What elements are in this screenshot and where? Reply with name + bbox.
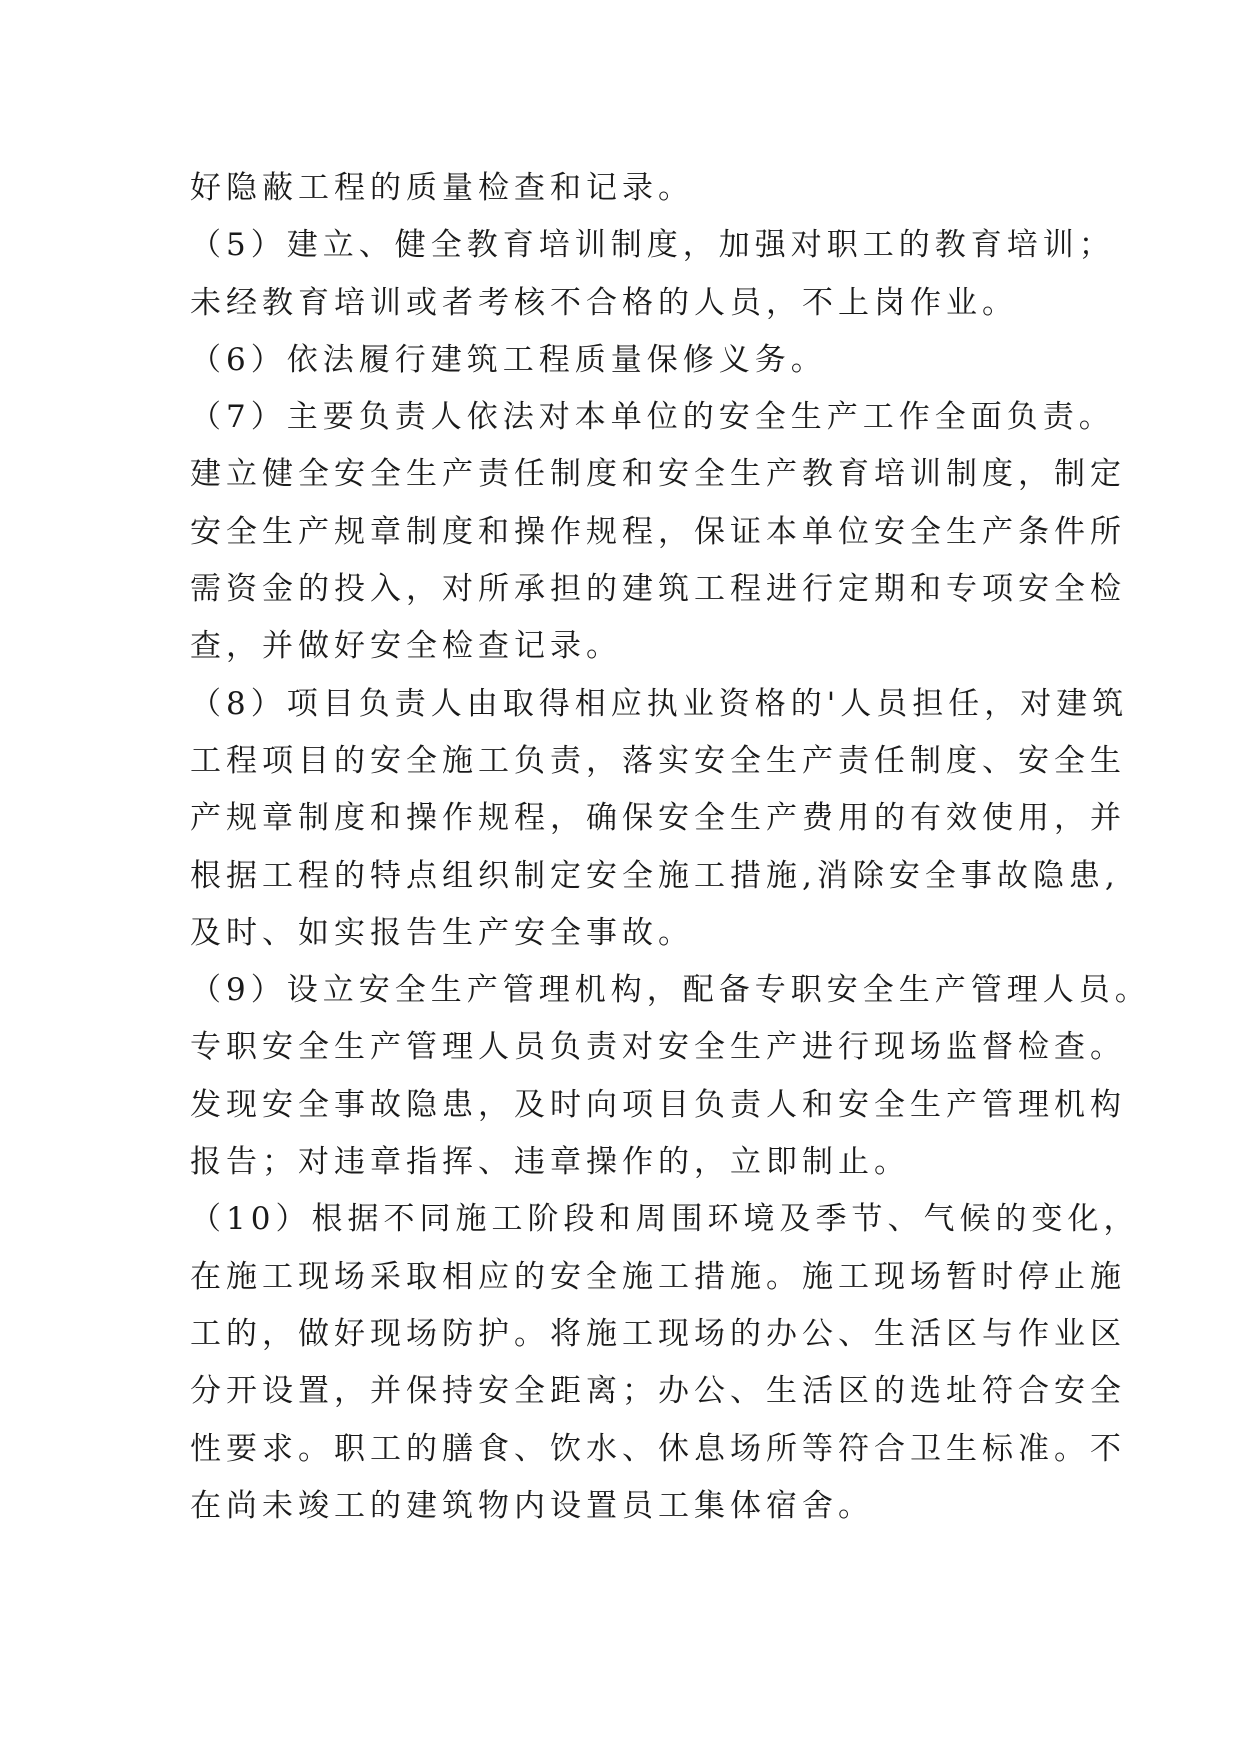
text-line: 查，并做好安全检查记录。 [190,628,622,665]
text-line: 及时、如实报告生产安全事故。 [190,914,694,951]
text-line: （6）依法履行建筑工程质量保修义务。 [190,341,827,378]
body-text [190,160,1151,1535]
text-line: 安全生产规章制度和操作规程，保证本单位安全生产条件所 [190,513,1126,550]
text-line: 专职安全生产管理人员负责对安全生产进行现场监督检查。 [190,1029,1126,1066]
text-line: 在尚未竣工的建筑物内设置员工集体宿舍。 [190,1487,874,1524]
text-line: 工程项目的安全施工负责，落实安全生产责任制度、安全生 [190,742,1126,779]
text-line: 发现安全事故隐患，及时向项目负责人和安全生产管理机构 [190,1086,1126,1123]
text-line: 分开设置，并保持安全距离；办公、生活区的选址符合安全 [190,1373,1126,1410]
text-line: 根据工程的特点组织制定安全施工措施,消除安全事故隐患, [190,857,1120,894]
text-line: 未经教育培训或者考核不合格的人员，不上岗作业。 [190,284,1018,321]
text-line: （8）项目负责人由取得相应执业资格的'人员担任，对建筑 [190,685,1129,722]
text-line: （9）设立安全生产管理机构，配备专职安全生产管理人员。 [190,972,1151,1009]
text-line: 产规章制度和操作规程，确保安全生产费用的有效使用，并 [190,800,1126,837]
text-line: 性要求。职工的膳食、饮水、休息场所等符合卫生标准。不 [190,1430,1126,1467]
text-line: （5）建立、健全教育培训制度，加强对职工的教育培训； [190,227,1115,264]
text-line: 建立健全安全生产责任制度和安全生产教育培训制度，制定 [190,456,1126,493]
text-line: 报告；对违章指挥、违章操作的，立即制止。 [190,1144,910,1181]
text-line: 需资金的投入，对所承担的建筑工程进行定期和专项安全检 [190,571,1126,608]
text-line: 工的，做好现场防护。将施工现场的办公、生活区与作业区 [190,1315,1126,1352]
text-line: 在施工现场采取相应的安全施工措施。施工现场暂时停止施 [190,1258,1126,1295]
text-line: （10）根据不同施工阶段和周围环境及季节、气候的变化， [190,1201,1140,1238]
text-line: 好隐蔽工程的质量检查和记录。 [190,170,694,206]
text-line: （7）主要负责人依法对本单位的安全生产工作全面负责。 [190,399,1115,436]
